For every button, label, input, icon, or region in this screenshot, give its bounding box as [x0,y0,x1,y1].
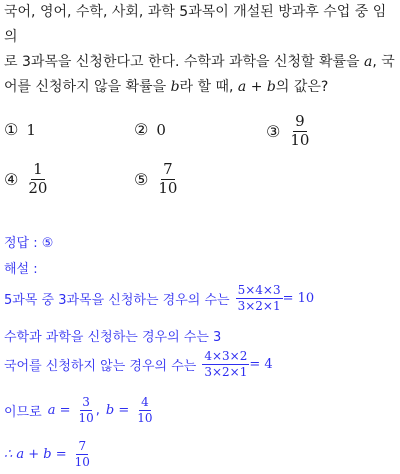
fraction-numerator: 4×3×2 [204,349,248,363]
solution-step-1 [4,284,314,312]
problem-text: , 국 [372,54,395,70]
variable-b-eq: b = [105,402,130,418]
step-fraction [202,350,249,378]
variable-b: b [170,79,180,95]
problem-text: 라 할 때, [179,79,238,95]
solution-step-3 [4,350,273,378]
option-value: 1 [26,120,36,139]
solution-step-4 [4,396,155,424]
problem-line-1: 국어, 영어, 수학, 사회, 과학 5과목이 개설된 방과후 수업 중 임의 [4,4,387,45]
answer-line: 정답 : ⑤ [4,236,54,251]
fraction-numerator: 3 [82,395,90,409]
option-marker: ⑤ [134,169,149,189]
fraction-b [135,396,154,424]
problem-line-3 [4,75,396,100]
option-3[interactable] [266,114,311,149]
conclusion-text: ∴ a + b = [4,446,67,462]
fraction-denominator: 10 [78,410,94,425]
expression-a-plus-b: a + b [237,79,276,95]
variable-a: a [364,54,373,70]
option-marker: ④ [4,169,19,189]
option-fraction [26,162,49,197]
option-marker: ③ [266,121,281,141]
problem-line-2 [4,50,396,75]
fraction-denominator: 10 [158,178,178,197]
fraction-numerator: 5×4×3 [237,283,281,297]
variable-a-eq: a = [47,402,71,418]
fraction-denominator: 10 [290,130,310,149]
solution-conclusion [4,440,92,468]
option-5[interactable] [134,162,179,197]
fraction-denominator: 10 [74,454,90,469]
problem-text: 어를 신청하지 않을 확률을 [4,79,171,95]
option-fraction [156,162,179,197]
step-text: 국어를 신청하지 않는 경우의 수는 [4,358,197,374]
step-result: = 10 [282,290,315,306]
step-text: 이므로 [4,404,42,420]
conclusion-fraction [73,440,92,468]
fraction-a [76,396,95,424]
fraction-denominator: 20 [28,178,48,197]
problem-text: 의 값은? [275,79,329,95]
fraction-numerator: 1 [33,160,43,178]
step-fraction [236,284,283,312]
fraction-denominator: 3×2×1 [204,364,248,379]
option-marker: ① [4,120,19,139]
fraction-numerator: 9 [295,112,305,130]
fraction-numerator: 7 [163,160,173,178]
option-1[interactable] [4,120,36,139]
option-value: 0 [156,120,166,139]
problem-statement [4,0,396,100]
option-4[interactable] [4,162,49,197]
step-text: 5과목 중 3과목을 신청하는 경우의 수는 [4,292,230,308]
fraction-denominator: 3×2×1 [237,298,281,313]
separator: , [95,402,100,418]
option-fraction [288,114,311,149]
fraction-numerator: 7 [78,439,87,453]
solution-step-2: 수학과 과학을 신청하는 경우의 수는 3 [4,330,222,345]
option-marker: ② [134,120,149,139]
fraction-denominator: 10 [137,410,153,425]
explanation-label: 해설 : [4,262,38,277]
option-2[interactable] [134,120,166,139]
problem-text: 로 3과목을 신청한다고 한다. 수학과 과학을 신청할 확률을 [4,54,365,70]
fraction-numerator: 4 [141,395,149,409]
step-result: = 4 [249,356,273,372]
